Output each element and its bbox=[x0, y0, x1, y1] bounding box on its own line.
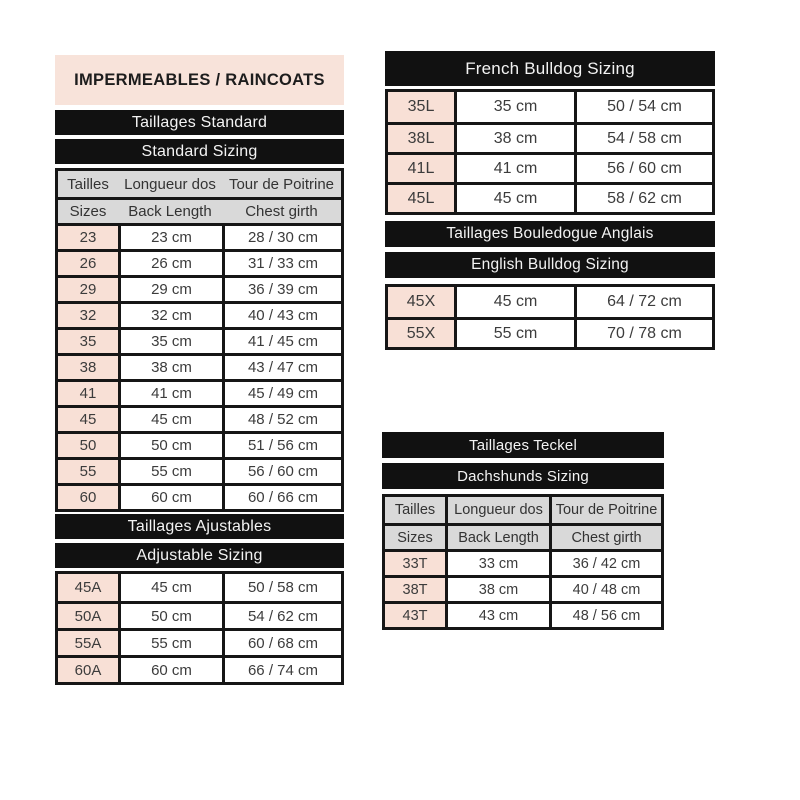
tour-de-poitrine-header-cell: Tour de Poitrine bbox=[222, 171, 341, 197]
chest-girth-cell: 56 / 60 cm bbox=[222, 460, 341, 483]
tour-de-poitrine-header-cell: Chest girth bbox=[549, 526, 661, 549]
chest-girth-cell: 45 / 49 cm bbox=[222, 382, 341, 405]
back-length-cell: 60 cm bbox=[118, 486, 222, 509]
size-cell: 26 bbox=[58, 252, 118, 275]
table-row bbox=[58, 301, 341, 327]
table-row bbox=[58, 223, 341, 249]
size-cell: 60 bbox=[58, 486, 118, 509]
table-row bbox=[388, 317, 712, 347]
size-cell: 60A bbox=[58, 658, 118, 682]
adjustable-sizing-body bbox=[58, 574, 341, 682]
chest-girth-cell: 36 / 42 cm bbox=[549, 552, 661, 575]
table-row bbox=[388, 152, 712, 182]
table-row bbox=[388, 182, 712, 212]
chest-girth-cell: 56 / 60 cm bbox=[574, 155, 712, 182]
table-row bbox=[58, 275, 341, 301]
size-cell: 33T bbox=[385, 552, 445, 575]
chest-girth-cell: 66 / 74 cm bbox=[222, 658, 341, 682]
back-length-cell: 55 cm bbox=[118, 631, 222, 655]
back-length-cell: 55 cm bbox=[118, 460, 222, 483]
size-cell: 35L bbox=[388, 92, 454, 122]
chest-girth-cell: 28 / 30 cm bbox=[222, 226, 341, 249]
back-length-cell: 38 cm bbox=[454, 125, 574, 152]
longueur-dos-header-cell: Longueur dos bbox=[445, 497, 549, 523]
table-row bbox=[58, 249, 341, 275]
table-row bbox=[385, 549, 661, 575]
table-row bbox=[58, 457, 341, 483]
back-length-cell: 35 cm bbox=[454, 92, 574, 122]
tour-de-poitrine-header-cell: Tour de Poitrine bbox=[549, 497, 661, 523]
dachshund-table bbox=[382, 494, 664, 630]
back-length-cell: 45 cm bbox=[118, 574, 222, 601]
bulldog-section bbox=[385, 51, 715, 350]
dachshund-section bbox=[382, 432, 664, 630]
size-cell: 45 bbox=[58, 408, 118, 431]
dachshund-band-fr: Taillages Teckel bbox=[382, 432, 664, 458]
chest-girth-cell: 58 / 62 cm bbox=[574, 185, 712, 212]
chest-girth-cell: 40 / 48 cm bbox=[549, 578, 661, 601]
size-cell: 50A bbox=[58, 604, 118, 628]
chest-girth-cell: 70 / 78 cm bbox=[574, 320, 712, 347]
english-bulldog-band-fr: Taillages Bouledogue Anglais bbox=[385, 221, 715, 247]
table-row bbox=[388, 287, 712, 317]
table-row bbox=[58, 574, 341, 601]
chest-girth-cell: 50 / 58 cm bbox=[222, 574, 341, 601]
back-length-cell: 43 cm bbox=[445, 604, 549, 627]
chest-girth-cell: 48 / 56 cm bbox=[549, 604, 661, 627]
back-length-cell: 23 cm bbox=[118, 226, 222, 249]
back-length-cell: 50 cm bbox=[118, 434, 222, 457]
chest-girth-cell: 48 / 52 cm bbox=[222, 408, 341, 431]
table-row bbox=[388, 122, 712, 152]
back-length-cell: 45 cm bbox=[454, 287, 574, 317]
back-length-cell: 45 cm bbox=[118, 408, 222, 431]
size-cell: 43T bbox=[385, 604, 445, 627]
longueur-dos-header-cell: Back Length bbox=[445, 526, 549, 549]
raincoats-section bbox=[55, 55, 344, 685]
chest-girth-cell: 54 / 62 cm bbox=[222, 604, 341, 628]
size-cell: 50 bbox=[58, 434, 118, 457]
back-length-cell: 33 cm bbox=[445, 552, 549, 575]
longueur-dos-header-cell: Longueur dos bbox=[118, 171, 222, 197]
dachshund-band-en: Dachshunds Sizing bbox=[382, 463, 664, 489]
chest-girth-cell: 50 / 54 cm bbox=[574, 92, 712, 122]
size-cell: 41 bbox=[58, 382, 118, 405]
standard-sizing-table bbox=[55, 168, 344, 512]
chest-girth-cell: 54 / 58 cm bbox=[574, 125, 712, 152]
back-length-cell: 38 cm bbox=[118, 356, 222, 379]
back-length-cell: 29 cm bbox=[118, 278, 222, 301]
back-length-cell: 38 cm bbox=[445, 578, 549, 601]
standard-sizing-header bbox=[58, 171, 341, 223]
back-length-cell: 41 cm bbox=[118, 382, 222, 405]
size-cell: 55 bbox=[58, 460, 118, 483]
back-length-cell: 26 cm bbox=[118, 252, 222, 275]
tailles-header-cell: Sizes bbox=[58, 200, 118, 223]
tour-de-poitrine-header-cell: Chest girth bbox=[222, 200, 341, 223]
table-row bbox=[58, 353, 341, 379]
french-bulldog-body bbox=[388, 92, 712, 212]
table-row bbox=[58, 405, 341, 431]
table-row bbox=[385, 601, 661, 627]
chest-girth-cell: 41 / 45 cm bbox=[222, 330, 341, 353]
tailles-header-cell: Sizes bbox=[385, 526, 445, 549]
size-cell: 45X bbox=[388, 287, 454, 317]
size-cell: 32 bbox=[58, 304, 118, 327]
size-cell: 35 bbox=[58, 330, 118, 353]
back-length-cell: 35 cm bbox=[118, 330, 222, 353]
english-bulldog-body bbox=[388, 287, 712, 347]
table-row bbox=[58, 655, 341, 682]
table-row bbox=[385, 523, 661, 549]
french-bulldog-table bbox=[385, 89, 715, 215]
standard-sizing-band-fr: Taillages Standard bbox=[55, 110, 344, 135]
table-row bbox=[58, 483, 341, 509]
english-bulldog-band-en: English Bulldog Sizing bbox=[385, 252, 715, 278]
size-cell: 29 bbox=[58, 278, 118, 301]
chest-girth-cell: 40 / 43 cm bbox=[222, 304, 341, 327]
size-cell: 55A bbox=[58, 631, 118, 655]
adjustable-sizing-table bbox=[55, 571, 344, 685]
table-row bbox=[388, 92, 712, 122]
table-row bbox=[58, 379, 341, 405]
back-length-cell: 32 cm bbox=[118, 304, 222, 327]
tailles-header-cell: Tailles bbox=[385, 497, 445, 523]
table-row bbox=[58, 171, 341, 197]
english-bulldog-table bbox=[385, 284, 715, 350]
chest-girth-cell: 31 / 33 cm bbox=[222, 252, 341, 275]
chest-girth-cell: 36 / 39 cm bbox=[222, 278, 341, 301]
back-length-cell: 60 cm bbox=[118, 658, 222, 682]
table-row bbox=[58, 327, 341, 353]
standard-sizing-band-en: Standard Sizing bbox=[55, 139, 344, 164]
size-cell: 55X bbox=[388, 320, 454, 347]
size-cell: 41L bbox=[388, 155, 454, 182]
size-cell: 45L bbox=[388, 185, 454, 212]
chest-girth-cell: 51 / 56 cm bbox=[222, 434, 341, 457]
size-cell: 38L bbox=[388, 125, 454, 152]
size-cell: 38T bbox=[385, 578, 445, 601]
chest-girth-cell: 60 / 68 cm bbox=[222, 631, 341, 655]
back-length-cell: 45 cm bbox=[454, 185, 574, 212]
longueur-dos-header-cell: Back Length bbox=[118, 200, 222, 223]
french-bulldog-band: French Bulldog Sizing bbox=[385, 51, 715, 86]
standard-sizing-body bbox=[58, 223, 341, 509]
size-cell: 38 bbox=[58, 356, 118, 379]
table-row bbox=[385, 575, 661, 601]
chest-girth-cell: 64 / 72 cm bbox=[574, 287, 712, 317]
page-title: IMPERMEABLES / RAINCOATS bbox=[55, 55, 344, 105]
back-length-cell: 55 cm bbox=[454, 320, 574, 347]
table-row bbox=[58, 431, 341, 457]
chest-girth-cell: 43 / 47 cm bbox=[222, 356, 341, 379]
dachshund-body bbox=[385, 549, 661, 627]
tailles-header-cell: Tailles bbox=[58, 171, 118, 197]
adjustable-sizing-band-en: Adjustable Sizing bbox=[55, 543, 344, 568]
back-length-cell: 50 cm bbox=[118, 604, 222, 628]
table-row bbox=[58, 628, 341, 655]
table-row bbox=[58, 197, 341, 223]
size-cell: 45A bbox=[58, 574, 118, 601]
size-cell: 23 bbox=[58, 226, 118, 249]
chest-girth-cell: 60 / 66 cm bbox=[222, 486, 341, 509]
dachshund-header bbox=[385, 497, 661, 549]
table-row bbox=[385, 497, 661, 523]
adjustable-sizing-band-fr: Taillages Ajustables bbox=[55, 514, 344, 539]
table-row bbox=[58, 601, 341, 628]
back-length-cell: 41 cm bbox=[454, 155, 574, 182]
